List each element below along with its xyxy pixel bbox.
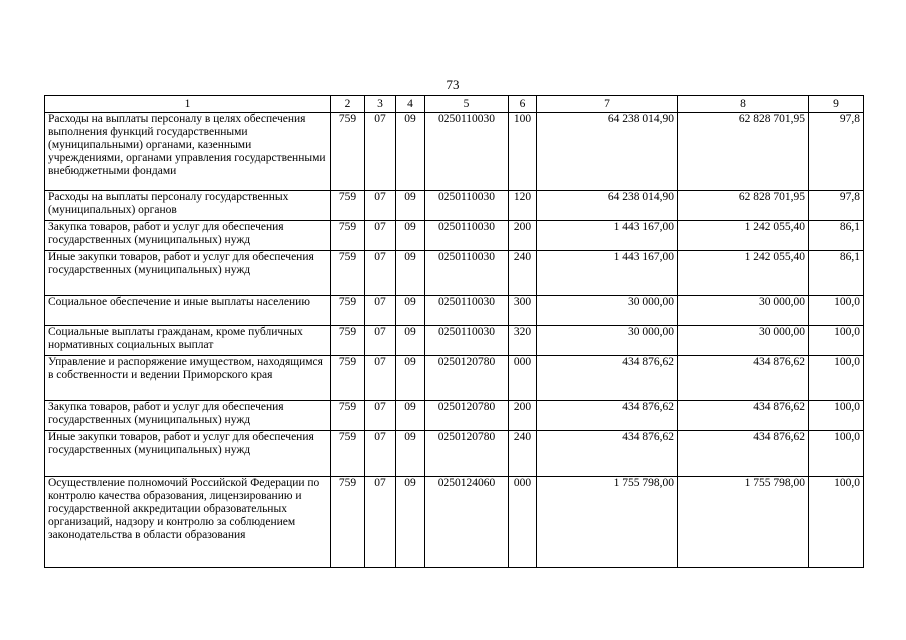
ministry-code: 759	[331, 251, 365, 296]
section-code: 07	[365, 477, 396, 568]
expense-type-code: 200	[509, 401, 537, 431]
table-row	[45, 326, 864, 356]
target-article-code: 0250110030	[425, 113, 509, 191]
table-row	[45, 477, 864, 568]
section-code: 07	[365, 326, 396, 356]
planned-amount: 434 876,62	[537, 401, 678, 431]
execution-percent: 100,0	[809, 401, 864, 431]
section-code: 07	[365, 221, 396, 251]
planned-amount: 64 238 014,90	[537, 113, 678, 191]
planned-amount: 1 443 167,00	[537, 221, 678, 251]
execution-percent: 97,8	[809, 113, 864, 191]
executed-amount: 30 000,00	[678, 326, 809, 356]
table-row	[45, 251, 864, 296]
execution-percent: 97,8	[809, 191, 864, 221]
table-row	[45, 221, 864, 251]
header-col-7: 7	[537, 96, 678, 113]
line-item-name: Иные закупки товаров, работ и услуг для обеспечения государственных (муниципальных) нужд	[45, 251, 331, 296]
header-col-1: 1	[45, 96, 331, 113]
subsection-code: 09	[396, 191, 425, 221]
header-col-2: 2	[331, 96, 365, 113]
ministry-code: 759	[331, 356, 365, 401]
page-number: 73	[446, 77, 460, 92]
planned-amount: 434 876,62	[537, 431, 678, 477]
line-item-name: Управление и распоряжение имуществом, находящимся в собственности и ведении Приморского края	[45, 356, 331, 401]
target-article-code: 0250110030	[425, 251, 509, 296]
expense-type-code: 240	[509, 251, 537, 296]
target-article-code: 0250110030	[425, 221, 509, 251]
executed-amount: 1 242 055,40	[678, 251, 809, 296]
target-article-code: 0250110030	[425, 191, 509, 221]
planned-amount: 1 443 167,00	[537, 251, 678, 296]
executed-amount: 62 828 701,95	[678, 191, 809, 221]
executed-amount: 62 828 701,95	[678, 113, 809, 191]
header-col-9: 9	[809, 96, 864, 113]
subsection-code: 09	[396, 326, 425, 356]
executed-amount: 434 876,62	[678, 401, 809, 431]
target-article-code: 0250120780	[425, 401, 509, 431]
header-row	[45, 96, 864, 113]
header-col-6: 6	[509, 96, 537, 113]
subsection-code: 09	[396, 221, 425, 251]
planned-amount: 30 000,00	[537, 296, 678, 326]
subsection-code: 09	[396, 401, 425, 431]
budget-table	[44, 95, 864, 568]
header-col-5: 5	[425, 96, 509, 113]
line-item-name: Закупка товаров, работ и услуг для обеспечения государственных (муниципальных) нужд	[45, 401, 331, 431]
header-col-3: 3	[365, 96, 396, 113]
header-col-8: 8	[678, 96, 809, 113]
planned-amount: 1 755 798,00	[537, 477, 678, 568]
execution-percent: 86,1	[809, 251, 864, 296]
target-article-code: 0250110030	[425, 296, 509, 326]
expense-type-code: 120	[509, 191, 537, 221]
ministry-code: 759	[331, 191, 365, 221]
line-item-name: Осуществление полномочий Российской Федерации по контролю качества образования, лицензированию и государственной аккредитации образовательных организаций, надзору и контролю за соблюдением законодательства в области образования	[45, 477, 331, 568]
executed-amount: 434 876,62	[678, 356, 809, 401]
executed-amount: 434 876,62	[678, 431, 809, 477]
line-item-name: Расходы на выплаты персоналу государственных (муниципальных) органов	[45, 191, 331, 221]
section-code: 07	[365, 356, 396, 401]
section-code: 07	[365, 401, 396, 431]
execution-percent: 100,0	[809, 326, 864, 356]
target-article-code: 0250124060	[425, 477, 509, 568]
execution-percent: 100,0	[809, 477, 864, 568]
planned-amount: 64 238 014,90	[537, 191, 678, 221]
ministry-code: 759	[331, 401, 365, 431]
section-code: 07	[365, 431, 396, 477]
subsection-code: 09	[396, 113, 425, 191]
section-code: 07	[365, 191, 396, 221]
line-item-name: Расходы на выплаты персоналу в целях обеспечения выполнения функций государственными (муниципальными) органами, казенными учреждениями, органами управления государственными внебюджетными фондами	[45, 113, 331, 191]
execution-percent: 100,0	[809, 431, 864, 477]
expense-type-code: 320	[509, 326, 537, 356]
expense-type-code: 000	[509, 356, 537, 401]
subsection-code: 09	[396, 477, 425, 568]
subsection-code: 09	[396, 356, 425, 401]
execution-percent: 100,0	[809, 356, 864, 401]
ministry-code: 759	[331, 221, 365, 251]
execution-percent: 100,0	[809, 296, 864, 326]
planned-amount: 30 000,00	[537, 326, 678, 356]
executed-amount: 30 000,00	[678, 296, 809, 326]
expense-type-code: 240	[509, 431, 537, 477]
execution-percent: 86,1	[809, 221, 864, 251]
table-row	[45, 113, 864, 191]
ministry-code: 759	[331, 477, 365, 568]
table-row	[45, 356, 864, 401]
planned-amount: 434 876,62	[537, 356, 678, 401]
line-item-name: Социальные выплаты гражданам, кроме публичных нормативных социальных выплат	[45, 326, 331, 356]
target-article-code: 0250110030	[425, 326, 509, 356]
table-row	[45, 191, 864, 221]
target-article-code: 0250120780	[425, 431, 509, 477]
table-row	[45, 401, 864, 431]
table-row	[45, 296, 864, 326]
executed-amount: 1 242 055,40	[678, 221, 809, 251]
table-header	[45, 96, 864, 113]
ministry-code: 759	[331, 431, 365, 477]
expense-type-code: 100	[509, 113, 537, 191]
expense-type-code: 000	[509, 477, 537, 568]
expense-type-code: 200	[509, 221, 537, 251]
ministry-code: 759	[331, 296, 365, 326]
section-code: 07	[365, 113, 396, 191]
expense-type-code: 300	[509, 296, 537, 326]
ministry-code: 759	[331, 113, 365, 191]
section-code: 07	[365, 251, 396, 296]
line-item-name: Иные закупки товаров, работ и услуг для обеспечения государственных (муниципальных) нужд	[45, 431, 331, 477]
header-col-4: 4	[396, 96, 425, 113]
line-item-name: Социальное обеспечение и иные выплаты населению	[45, 296, 331, 326]
section-code: 07	[365, 296, 396, 326]
table-body	[45, 113, 864, 568]
target-article-code: 0250120780	[425, 356, 509, 401]
table-row	[45, 431, 864, 477]
subsection-code: 09	[396, 251, 425, 296]
subsection-code: 09	[396, 296, 425, 326]
subsection-code: 09	[396, 431, 425, 477]
line-item-name: Закупка товаров, работ и услуг для обеспечения государственных (муниципальных) нужд	[45, 221, 331, 251]
executed-amount: 1 755 798,00	[678, 477, 809, 568]
ministry-code: 759	[331, 326, 365, 356]
